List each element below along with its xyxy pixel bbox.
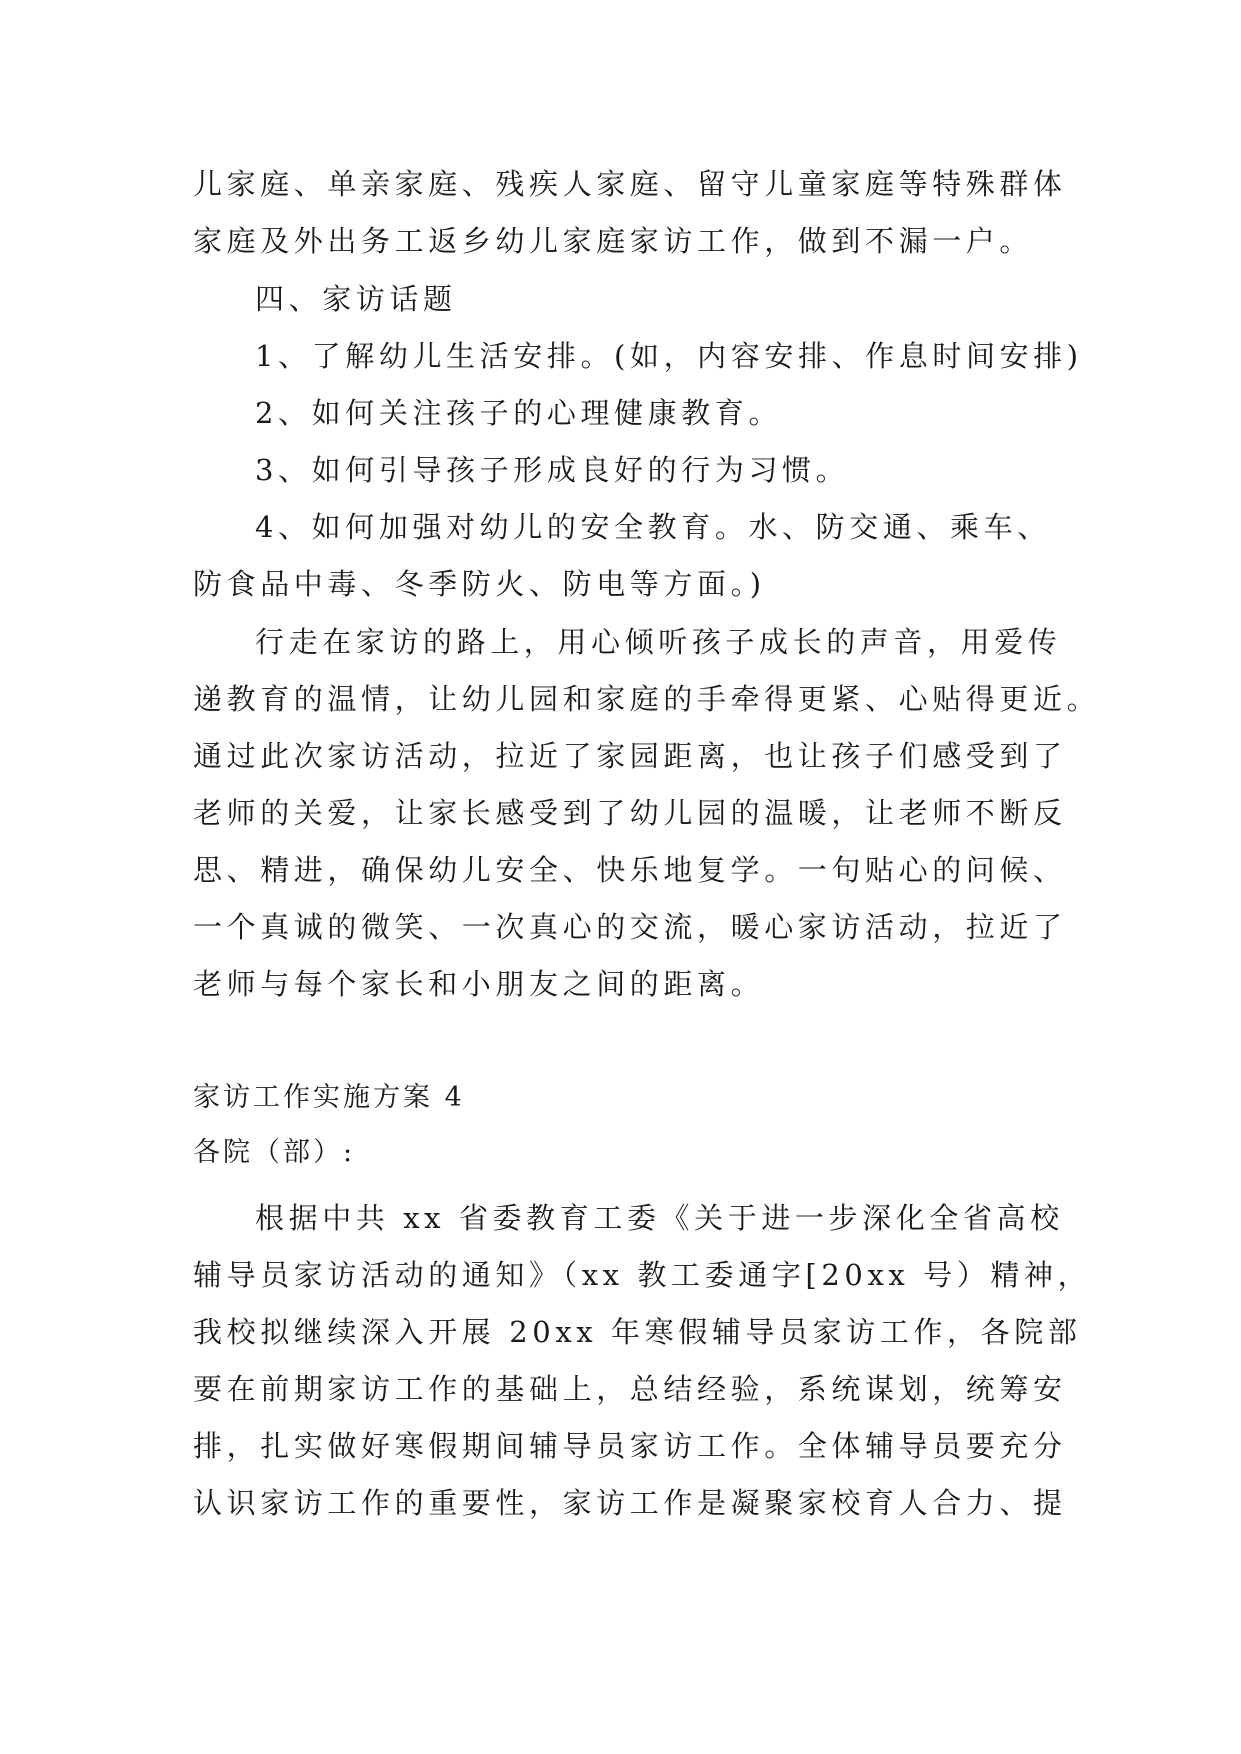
section-heading: 四、家访话题	[255, 282, 457, 316]
paragraph-line: 家庭及外出务工返乡幼儿家庭家访工作，做到不漏一户。	[193, 224, 1034, 258]
paragraph-line: 老师与每个家长和小朋友之间的距离。	[193, 967, 765, 1001]
paragraph-line: 排，扎实做好寒假期间辅导员家访工作。全体辅导员要充分	[193, 1429, 1067, 1463]
list-item: 1、了解幼儿生活安排。(如，内容安排、作息时间安排)	[255, 339, 1083, 373]
paragraph-line: 行走在家访的路上，用心倾听孩子成长的声音，用爱传	[255, 625, 1062, 659]
paragraph-line: 儿家庭、单亲家庭、残疾人家庭、留守儿童家庭等特殊群体	[193, 167, 1067, 201]
paragraph-line: 递教育的温情，让幼儿园和家庭的手牵得更紧、心贴得更近。	[193, 682, 1101, 716]
list-item: 2、如何关注孩子的心理健康教育。	[255, 396, 783, 430]
list-item: 3、如何引导孩子形成良好的行为习惯。	[255, 453, 850, 487]
paragraph-line: 认识家访工作的重要性，家访工作是凝聚家校育人合力、提	[193, 1486, 1067, 1520]
paragraph-line: 辅导员家访活动的通知》（xx 教工委通字[20xx 号）精神，	[193, 1258, 1092, 1292]
paragraph-line: 一个真诚的微笑、一次真心的交流，暖心家访活动，拉近了	[193, 910, 1067, 944]
list-item-continuation: 防食品中毒、冬季防火、防电等方面。)	[193, 567, 766, 601]
list-item: 4、如何加强对幼儿的安全教育。水、防交通、乘车、	[255, 510, 1051, 544]
paragraph-line: 思、精进，确保幼儿安全、快乐地复学。一句贴心的问候、	[193, 853, 1067, 887]
paragraph-line: 老师的关爱，让家长感受到了幼儿园的温暖，让老师不断反	[193, 796, 1067, 830]
paragraph-line: 要在前期家访工作的基础上，总结经验，系统谋划，统筹安	[193, 1372, 1067, 1406]
salutation: 各院（部）:	[193, 1137, 356, 1168]
paragraph-line: 我校拟继续深入开展 20xx 年寒假辅导员家访工作，各院部	[193, 1315, 1082, 1349]
paragraph-line: 通过此次家访活动，拉近了家园距离，也让孩子们感受到了	[193, 739, 1067, 773]
paragraph-line: 根据中共 xx 省委教育工委《关于进一步深化全省高校	[255, 1201, 1064, 1235]
document-title: 家访工作实施方案 4	[193, 1082, 465, 1113]
